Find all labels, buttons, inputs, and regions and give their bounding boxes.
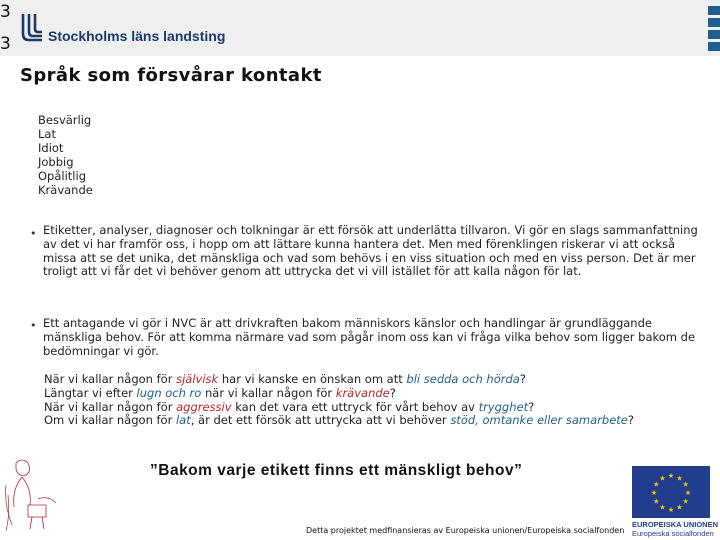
header-bar — [0, 0, 720, 56]
eu-logo — [632, 466, 718, 540]
bullet-marker: • — [30, 227, 37, 240]
svg-text:★: ★ — [653, 480, 660, 489]
slide-title: Språk som försvårar kontakt — [20, 65, 322, 86]
svg-text:★: ★ — [676, 503, 683, 512]
eu-stars-icon — [632, 466, 710, 518]
sll-logo-icon — [18, 12, 44, 44]
footer-funding-text: Detta projektet medfinansieras av Europeiska unionen/Europeiska socialfonden — [306, 526, 625, 535]
eu-flag-icon — [632, 466, 710, 518]
svg-text:★: ★ — [682, 480, 689, 489]
word-item: Idiot — [38, 141, 64, 155]
edge-marks — [708, 6, 720, 56]
svg-text:★: ★ — [684, 489, 692, 497]
svg-text:★: ★ — [676, 474, 683, 483]
example-line-3: När vi kallar någon för aggressiv kan det vara ett uttryck för vårt behov av trygghet? — [44, 399, 535, 414]
label-word-list — [38, 113, 93, 197]
svg-text:★: ★ — [667, 472, 675, 480]
example-line-2: Längtar vi efter lugn och ro när vi kallar någon för krävande? — [44, 385, 396, 400]
svg-text:★: ★ — [659, 503, 666, 512]
eu-label-union: EUROPEISKA UNIONEN — [632, 520, 718, 529]
word-item: Jobbig — [38, 155, 74, 169]
bullet-paragraph-2: Ett antagande vi gör i NVC är att drivkraften bakom människors känslor och handlingar är grundläggande mänskliga behov. För att komma närmare vad som pågår inom oss kan vi fråga vilka behov som ligger bakom de bedömningar vi gör. — [43, 316, 696, 358]
example-line-4: Om vi kallar någon för lat, är det ett försök att uttrycka att vi behöver stöd, omtanke eller samarbete? — [44, 413, 634, 428]
svg-text:★: ★ — [667, 506, 675, 514]
word-item: Opålitlig — [38, 169, 86, 183]
slide-quote: ”Bakom varje etikett finns ett mänskligt behov” — [150, 462, 523, 479]
svg-text:★: ★ — [659, 474, 666, 483]
eu-label-fund: Europeiska socialfonden — [632, 529, 714, 538]
svg-text:★: ★ — [653, 497, 660, 506]
word-item: Besvärlig — [38, 113, 92, 127]
svg-text:★: ★ — [650, 489, 658, 497]
bullet-marker: • — [30, 319, 37, 332]
bullet-paragraph-1: Etiketter, analyser, diagnoser och tolkningar är ett försök att underlätta tillvaron. Vi gör en slags sammanfattning av det vi har framför oss, i hopp om att lättare kunna hantera det. Men med förenklingen riskerar vi att också missa att se det unika, det mänskliga och vad som behövs i en viss situation och med en viss person. Det är mer troligt att vi får det vi behöver genom att uttrycka det vi vill istället för att kalla någon för lat. — [43, 223, 698, 279]
sketch-illustration-icon — [2, 455, 64, 535]
logo-text: Stockholms läns landsting — [48, 28, 226, 44]
edge-digit-bottom: 3 — [0, 34, 11, 54]
word-item: Krävande — [38, 183, 93, 197]
word-item: Lat — [38, 127, 56, 141]
example-lines — [44, 373, 634, 428]
edge-digit-top: 3 — [0, 2, 11, 22]
svg-text:★: ★ — [682, 497, 689, 506]
example-line-1: När vi kallar någon för självisk har vi kanske en önskan om att bli sedda och hörda? — [44, 372, 526, 386]
